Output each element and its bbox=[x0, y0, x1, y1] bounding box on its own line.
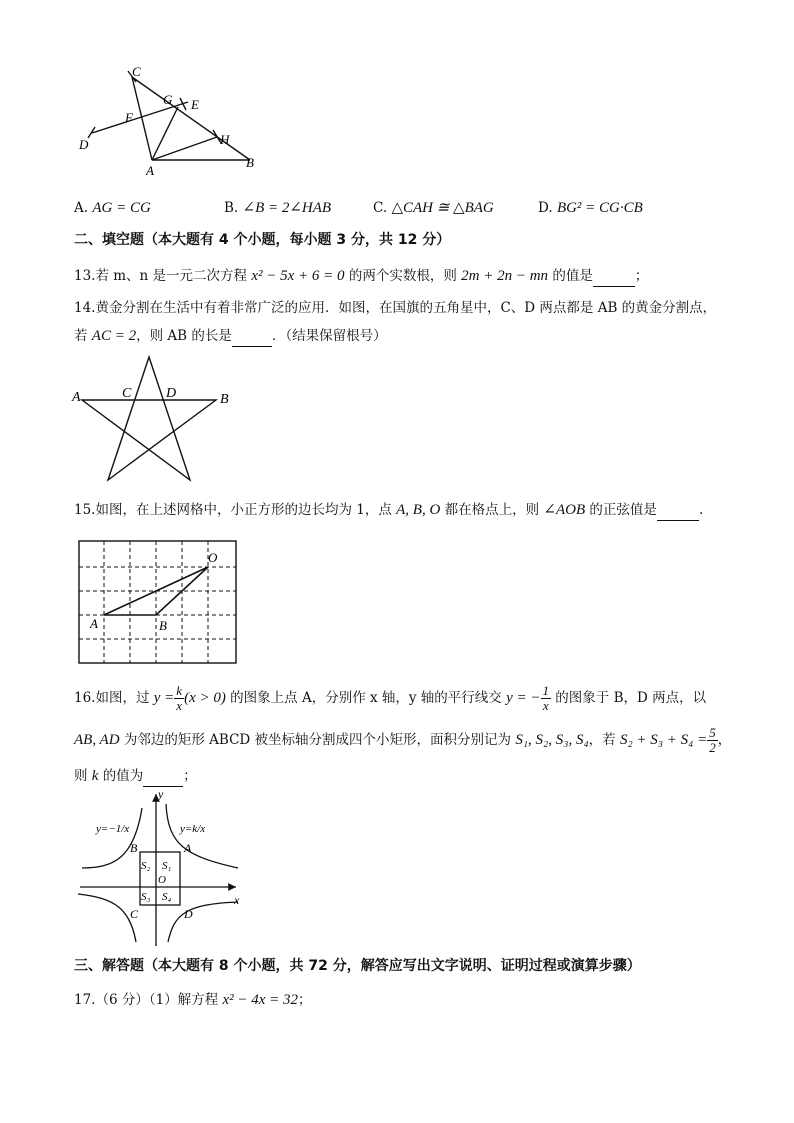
label-d: D bbox=[166, 386, 177, 401]
question-14-line-2: 若 AC = 2，则 AB 的长是 ．（结果保留根号） bbox=[74, 326, 387, 347]
question-16-line-3: 则 k 的值为 ； bbox=[74, 766, 197, 787]
section-heading-fill-in: 二、填空题（本大题有 4 个小题，每小题 3 分，共 12 分） bbox=[74, 232, 451, 248]
label-b: B bbox=[130, 841, 138, 855]
label-d: D bbox=[184, 907, 193, 921]
question-13: 13.若 m、n 是一元二次方程 x² − 5x + 6 = 0 的两个实数根，则 2m + 2n − mn 的值是 ； bbox=[74, 266, 648, 287]
label-curve-k-over-x: y=k/x bbox=[180, 823, 206, 835]
label-c: C bbox=[132, 64, 141, 79]
label-b: B bbox=[159, 618, 167, 633]
origin-label: O bbox=[158, 874, 166, 886]
y-axis-label: y bbox=[158, 787, 164, 801]
question-16-line-2: AB, AD 为邻边的矩形 ABCD 被坐标轴分割成四个小矩形，面积分别记为 S₁, S₂, S₃, S₄，若 S₂ + S₃ + S₄ = $\frac{5}{2}$ ， bbox=[74, 725, 732, 755]
label-b: B bbox=[246, 155, 254, 170]
curve-minus1x-q2 bbox=[82, 808, 142, 868]
answer-blank bbox=[593, 266, 635, 287]
label-c: C bbox=[130, 907, 139, 921]
question-15: 15.如图，在上述网格中，小正方形的边长均为 1，点 A, B, O 都在格点上，则 ∠AOB 的正弦值是 . bbox=[74, 500, 703, 521]
label-d: D bbox=[79, 137, 89, 152]
coordinate-figure-q16 bbox=[74, 786, 250, 950]
answer-blank bbox=[657, 500, 699, 521]
option-a: A. AG = CG bbox=[74, 200, 151, 216]
label-c: C bbox=[122, 386, 132, 401]
label-a: A bbox=[72, 390, 81, 405]
label-s2: S₂ bbox=[141, 860, 151, 872]
section-heading-solutions: 三、解答题（本大题有 8 个小题，共 72 分，解答应写出文字说明、证明过程或演算步骤） bbox=[74, 958, 641, 974]
question-17: 17.（6 分）（1）解方程 x² − 4x = 32； bbox=[74, 992, 312, 1008]
label-o: O bbox=[208, 550, 218, 565]
label-b: B bbox=[220, 392, 229, 407]
label-s1: S₁ bbox=[162, 860, 172, 872]
label-h: H bbox=[220, 132, 230, 147]
label-s3: S₃ bbox=[141, 891, 151, 903]
geometry-figure-q12 bbox=[70, 60, 270, 180]
label-a: A bbox=[184, 841, 192, 855]
question-14-line-1: 14.黄金分割在生活中有着非常广泛的应用．如图，在国旗的五角星中，C、D 两点都是 AB 的黄金分割点， bbox=[74, 300, 717, 316]
curve-kx-q1 bbox=[166, 804, 238, 868]
label-a: A bbox=[90, 616, 98, 631]
x-axis-label: x bbox=[234, 893, 240, 907]
star-figure-q14 bbox=[70, 352, 240, 487]
pentagram bbox=[82, 357, 216, 480]
option-d: D. BG² = CG·CB bbox=[538, 200, 643, 216]
question-16-line-1: 16.如图，过 y = $\frac{k}{x}$ (x > 0) 的图象上点 A，分别作 x 轴，y 轴的平行线交 y = − $\frac{1}{x}$ 的图象于 B，D 两点，以 bbox=[74, 683, 707, 713]
curve-minus1x-q4 bbox=[168, 902, 238, 942]
label-s4: S₄ bbox=[162, 891, 172, 903]
answer-blank bbox=[143, 766, 183, 787]
label-f: F bbox=[125, 110, 133, 125]
option-b: B. ∠B = 2∠HAB bbox=[224, 200, 332, 216]
curve-kx-q3 bbox=[78, 894, 136, 942]
label-curve-minus-1-over-x: y=−1/x bbox=[96, 823, 130, 835]
option-c: C. △CAH ≅ △BAG bbox=[373, 200, 494, 216]
grid-figure-q15 bbox=[74, 538, 240, 666]
label-e: E bbox=[191, 97, 199, 112]
answer-blank bbox=[232, 326, 272, 347]
label-g: G bbox=[163, 92, 173, 107]
label-a: A bbox=[146, 163, 154, 178]
